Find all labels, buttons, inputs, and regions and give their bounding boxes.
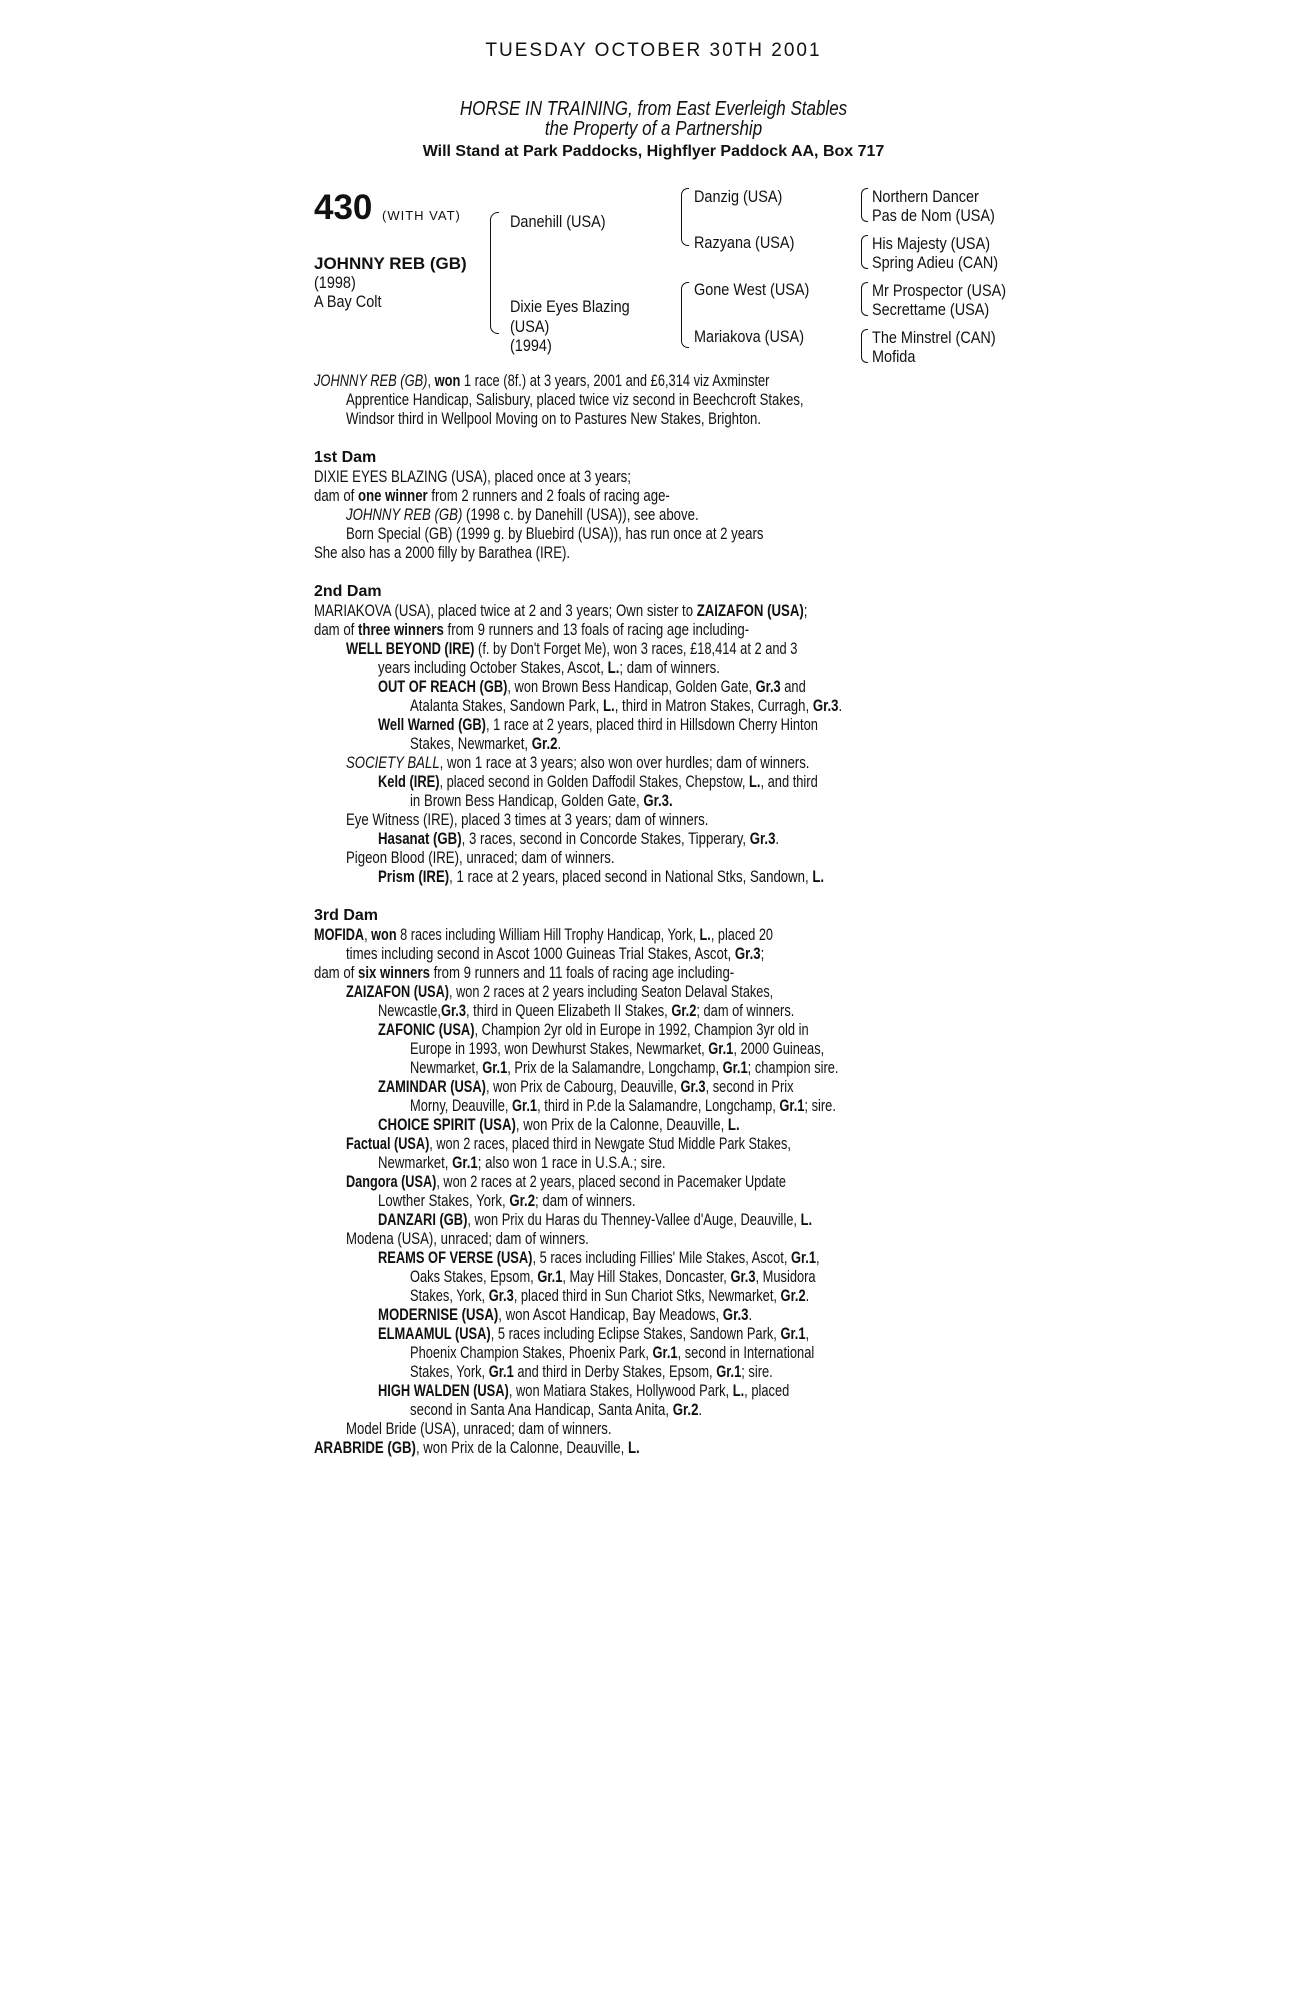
catalogue-line: Morny, Deauville, Gr.1, third in P.de la Salamandre, Longchamp, Gr.1; sire. [410, 1097, 836, 1115]
pedigree-g6: Secrettame (USA) [872, 300, 990, 319]
catalogue-line: Phoenix Champion Stakes, Phoenix Park, Gr.1, second in International [410, 1344, 815, 1362]
catalogue-line: MOFIDA, won 8 races including William Hill Trophy Handicap, York, L., placed 20 [314, 926, 773, 944]
catalogue-line: Well Warned (GB), 1 race at 2 years, placed third in Hillsdown Cherry Hinton [378, 716, 818, 734]
catalogue-line: OUT OF REACH (GB), won Brown Bess Handicap, Golden Gate, Gr.3 and [378, 678, 806, 696]
catalogue-line: Oaks Stakes, Epsom, Gr.1, May Hill Stakes, Doncaster, Gr.3, Musidora [410, 1268, 816, 1286]
pedigree-brace-3 [861, 282, 868, 316]
catalogue-line: Pigeon Blood (IRE), unraced; dam of winners. [346, 849, 615, 867]
section-heading: 2nd Dam [314, 583, 382, 600]
catalogue-line: Dangora (USA), won 2 races at 2 years, placed second in Pacemaker Update [346, 1173, 786, 1191]
pedigree-sire-sire: Danzig (USA) [694, 187, 783, 206]
catalogue-line: Modena (USA), unraced; dam of winners. [346, 1230, 589, 1248]
pedigree-g4: Spring Adieu (CAN) [872, 253, 999, 272]
stand-location: Will Stand at Park Paddocks, Highflyer Paddock AA, Box 717 [422, 143, 885, 160]
catalogue-line: Apprentice Handicap, Salisbury, placed twice viz second in Beechcroft Stakes, [346, 391, 804, 409]
catalogue-line: dam of three winners from 9 runners and 13 foals of racing age including- [314, 621, 750, 639]
catalogue-line: Stakes, York, Gr.1 and third in Derby Stakes, Epsom, Gr.1; sire. [410, 1363, 773, 1381]
catalogue-line: Lowther Stakes, York, Gr.2; dam of winners. [378, 1192, 636, 1210]
catalogue-line: Newcastle,Gr.3, third in Queen Elizabeth II Stakes, Gr.2; dam of winners. [378, 1002, 795, 1020]
pedigree-sire: Danehill (USA) [510, 212, 606, 231]
catalogue-line: Stakes, York, Gr.3, placed third in Sun Chariot Stks, Newmarket, Gr.2. [410, 1287, 810, 1305]
catalogue-line: WELL BEYOND (IRE) (f. by Don't Forget Me), won 3 races, £18,414 at 2 and 3 [346, 640, 798, 658]
horse-description: A Bay Colt [314, 292, 382, 311]
catalogue-line: Eye Witness (IRE), placed 3 times at 3 years; dam of winners. [346, 811, 709, 829]
pedigree-brace-1 [861, 188, 868, 222]
catalogue-line: HIGH WALDEN (USA), won Matiara Stakes, Hollywood Park, L., placed [378, 1382, 790, 1400]
catalogue-line: JOHNNY REB (GB), won 1 race (8f.) at 3 years, 2001 and £6,314 viz Axminster [314, 372, 770, 390]
pedigree-dam-dam: Mariakova (USA) [694, 327, 805, 346]
pedigree-sire-dam: Razyana (USA) [694, 233, 795, 252]
pedigree-g2: Pas de Nom (USA) [872, 206, 995, 225]
catalogue-line: ZAFONIC (USA), Champion 2yr old in Europe in 1992, Champion 3yr old in [378, 1021, 809, 1039]
pedigree-g7: The Minstrel (CAN) [872, 328, 996, 347]
pedigree-g8: Mofida [872, 347, 916, 366]
catalogue-line: Stakes, Newmarket, Gr.2. [410, 735, 562, 753]
pedigree-brace-dam [681, 282, 689, 348]
catalogue-line: MARIAKOVA (USA), placed twice at 2 and 3 years; Own sister to ZAIZAFON (USA); [314, 602, 808, 620]
catalogue-line: Model Bride (USA), unraced; dam of winners. [346, 1420, 612, 1438]
heading-line-2: the Property of a Partnership [544, 118, 763, 140]
catalogue-line: REAMS OF VERSE (USA), 5 races including Fillies' Mile Stakes, Ascot, Gr.1, [378, 1249, 820, 1267]
catalogue-line: Newmarket, Gr.1, Prix de la Salamandre, Longchamp, Gr.1; champion sire. [410, 1059, 839, 1077]
catalogue-line: Prism (IRE), 1 race at 2 years, placed second in National Stks, Sandown, L. [378, 868, 825, 886]
section-heading: 3rd Dam [314, 907, 379, 924]
sale-date: TUESDAY OCTOBER 30TH 2001 [485, 40, 822, 61]
catalogue-line: times including second in Ascot 1000 Guineas Trial Stakes, Ascot, Gr.3; [346, 945, 765, 963]
pedigree-g5: Mr Prospector (USA) [872, 281, 1007, 300]
pedigree-brace-sire [681, 188, 689, 246]
catalogue-line: SOCIETY BALL, won 1 race at 3 years; also won over hurdles; dam of winners. [346, 754, 810, 772]
heading-line-1: HORSE IN TRAINING, from East Everleigh Stables [459, 98, 848, 120]
catalogue-line: dam of six winners from 9 runners and 11 foals of racing age including- [314, 964, 735, 982]
lot-number: 430 [314, 188, 373, 227]
catalogue-line: Windsor third in Wellpool Moving on to Pastures New Stakes, Brighton. [346, 410, 762, 428]
catalogue-line: She also has a 2000 filly by Barathea (IRE). [314, 544, 571, 562]
catalogue-line: Hasanat (GB), 3 races, second in Concorde Stakes, Tipperary, Gr.3. [378, 830, 780, 848]
catalogue-line: MODERNISE (USA), won Ascot Handicap, Bay Meadows, Gr.3. [378, 1306, 753, 1324]
catalogue-line: Keld (IRE), placed second in Golden Daffodil Stakes, Chepstow, L., and third [378, 773, 818, 791]
catalogue-line: ELMAAMUL (USA), 5 races including Eclipse Stakes, Sandown Park, Gr.1, [378, 1325, 810, 1343]
pedigree-g1: Northern Dancer [872, 187, 979, 206]
catalogue-line: Factual (USA), won 2 races, placed third in Newgate Stud Middle Park Stakes, [346, 1135, 791, 1153]
vat-note: (WITH VAT) [382, 208, 461, 223]
catalogue-line: CHOICE SPIRIT (USA), won Prix de la Calonne, Deauville, L. [378, 1116, 740, 1134]
catalogue-line: Newmarket, Gr.1; also won 1 race in U.S.A.; sire. [378, 1154, 666, 1172]
pedigree-dam: Dixie Eyes Blazing [510, 297, 630, 316]
catalogue-line: DANZARI (GB), won Prix du Haras du Thenney-Vallee d'Auge, Deauville, L. [378, 1211, 813, 1229]
horse-name: JOHNNY REB (GB) [314, 254, 467, 273]
pedigree-brace-4 [861, 329, 868, 363]
catalogue-line: ZAIZAFON (USA), won 2 races at 2 years including Seaton Delaval Stakes, [346, 983, 774, 1001]
pedigree-g3: His Majesty (USA) [872, 234, 991, 253]
pedigree-dam-year: (1994) [510, 336, 552, 355]
catalogue-line: second in Santa Ana Handicap, Santa Anita, Gr.2. [410, 1401, 703, 1419]
catalogue-line: Born Special (GB) (1999 g. by Bluebird (USA)), has run once at 2 years [346, 525, 764, 543]
catalogue-line: dam of one winner from 2 runners and 2 foals of racing age- [314, 487, 670, 505]
section-heading: 1st Dam [314, 449, 377, 466]
catalogue-line: Europe in 1993, won Dewhurst Stakes, Newmarket, Gr.1, 2000 Guineas, [410, 1040, 825, 1058]
pedigree-brace-2 [861, 235, 868, 269]
catalogue-line: in Brown Bess Handicap, Golden Gate, Gr.3. [410, 792, 673, 810]
horse-year: (1998) [314, 273, 356, 292]
catalogue-line: years including October Stakes, Ascot, L.; dam of winners. [378, 659, 720, 677]
catalogue-line: JOHNNY REB (GB) (1998 c. by Danehill (USA)), see above. [346, 506, 699, 524]
catalogue-line: ARABRIDE (GB), won Prix de la Calonne, Deauville, L. [314, 1439, 640, 1457]
catalogue-line: Atalanta Stakes, Sandown Park, L., third in Matron Stakes, Curragh, Gr.3. [410, 697, 843, 715]
catalogue-line: ZAMINDAR (USA), won Prix de Cabourg, Deauville, Gr.3, second in Prix [378, 1078, 794, 1096]
catalogue-line: DIXIE EYES BLAZING (USA), placed once at 3 years; [314, 468, 631, 486]
pedigree-dam-origin: (USA) [510, 317, 550, 336]
pedigree-dam-sire: Gone West (USA) [694, 280, 810, 299]
pedigree-brace-main [490, 212, 499, 334]
